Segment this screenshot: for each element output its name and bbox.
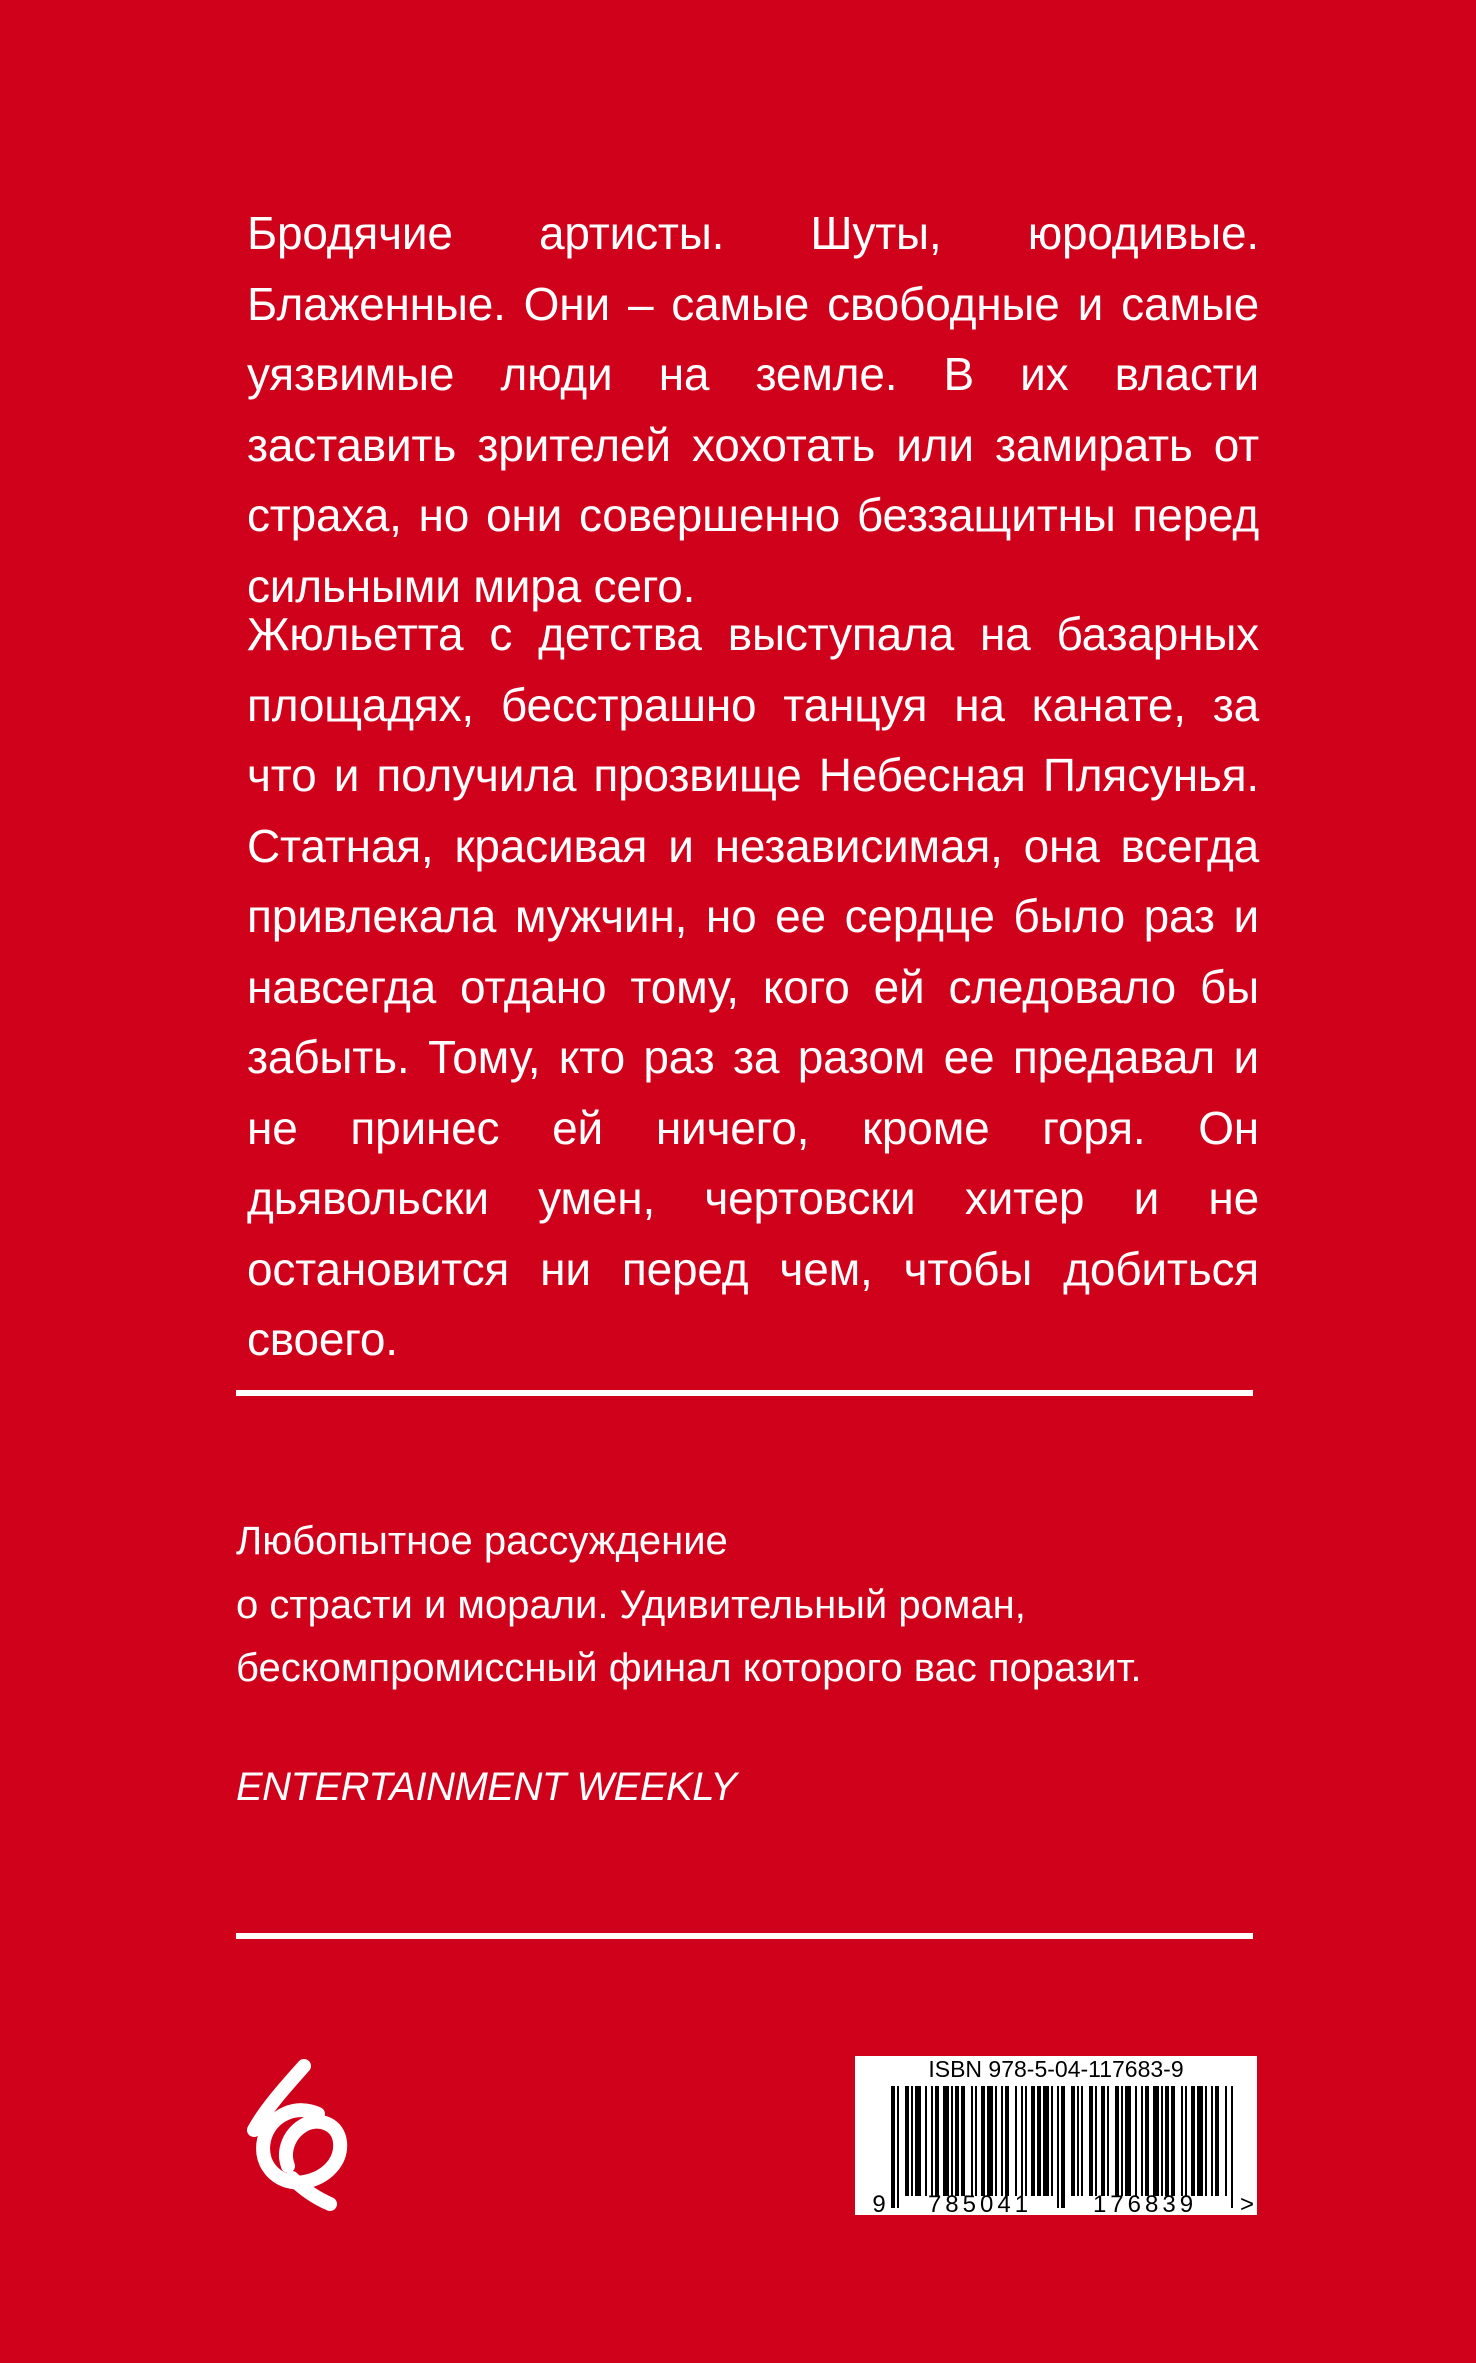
barcode-bar [1197,2086,1203,2196]
barcode-bar [1191,2086,1195,2196]
barcode-bar [1057,2086,1059,2208]
barcode-bar [1031,2086,1035,2196]
barcode-bar [1121,2086,1123,2196]
barcode-bar [915,2086,921,2196]
barcode-bar [1225,2086,1227,2196]
barcode-bar [1181,2086,1183,2196]
barcode-bar [995,2086,997,2196]
barcode-bar [1077,2086,1079,2196]
divider-top [236,1390,1253,1396]
barcode-bar [1089,2086,1093,2196]
barcode-bar [1215,2086,1219,2196]
isbn-label: ISBN 978-5-04-117683-9 [928,2056,1184,2082]
barcode-bar [1025,2086,1027,2196]
barcode-bar [1211,2086,1213,2196]
barcode-bar [1001,2086,1003,2196]
barcode-bar [1115,2086,1119,2196]
barcode-bar [987,2086,993,2196]
barcode-bar [943,2086,949,2196]
barcode-bar [1021,2086,1023,2196]
barcode-bar [1135,2086,1137,2196]
barcode-bar [981,2086,985,2196]
barcode-bar [971,2086,973,2196]
barcode-bar [905,2086,909,2196]
barcode-digit-group: > [1239,2191,1255,2215]
barcode-bar [975,2086,977,2196]
barcode-bar [1061,2086,1065,2208]
review-source: ENTERTAINMENT WEEKLY [236,1765,737,1809]
barcode-bar [1153,2086,1159,2196]
barcode-bar [1107,2086,1109,2196]
barcode-bar [931,2086,933,2196]
barcode-bar [891,2086,895,2208]
barcode-bar [897,2086,899,2208]
barcode-bar [1231,2086,1233,2208]
barcode-bar [1161,2086,1163,2196]
review-quote-line: Любопытное рассуждение [236,1519,728,1563]
barcode-digit-group: 785041 [927,2191,1033,2215]
barcode-bar [925,2086,927,2196]
barcode-digit-group: 176839 [1092,2191,1198,2215]
barcode-bar [1095,2086,1097,2196]
review-quote-line: бескомпромиссный финал которого вас поразит. [236,1646,1142,1690]
review-quote-line: о страсти и морали. Удивительный роман, [236,1582,1026,1627]
description-paragraph-2: Жюльетта с детства выступала на базарных площадях, бесстрашно танцуя на канате, за что и получила прозвище Небесная Плясунья. Статная, красивая и независимая, она всегда привлекала мужчин, но ее сердце было раз и навсегда отдано тому, кого ей следовало бы забыть. Тому, кто раз за разом ее предавал и не принес ей ничего, кроме горя. Он дьявольски умен, чертовски хитер и не остановится ни перед чем, чтобы добиться своего. [247,608,1259,1365]
divider-bottom [236,1933,1253,1939]
barcode-bar [935,2086,939,2196]
barcode-bar [1185,2086,1187,2196]
barcode-bar [1043,2086,1049,2196]
barcode-bar [1051,2086,1053,2196]
barcode-bar [1125,2086,1131,2196]
isbn-barcode [855,2056,1257,2215]
barcode-bar [1005,2086,1009,2196]
barcode-bar [1145,2086,1149,2196]
eksmo-logo-icon [246,2058,350,2212]
barcode-bar [1071,2086,1075,2196]
barcode-bar [1037,2086,1041,2196]
barcode-digit-group: 9 [872,2191,886,2215]
barcode-bars [855,2056,1257,2215]
barcode-bar [955,2086,959,2196]
barcode-bar [1205,2086,1207,2196]
barcode-bar [1165,2086,1169,2196]
barcode-bar [951,2086,953,2196]
barcode-bar [1141,2086,1143,2196]
barcode-bar [1101,2086,1105,2196]
barcode-bar [961,2086,965,2196]
description-paragraph-1: Бродячие артисты. Шуты, юродивые. Блаженные. Они – самые свободные и самые уязвимые люди на земле. В их власти заставить зрителей хохотать или замирать от страха, но они совершенно беззащитны перед сильными мира сего. [247,207,1259,612]
barcode-bar [1015,2086,1017,2196]
barcode-bar [1171,2086,1175,2196]
barcode-bar [1081,2086,1083,2196]
review-quote [236,1510,1286,1701]
barcode-bar [911,2086,913,2196]
